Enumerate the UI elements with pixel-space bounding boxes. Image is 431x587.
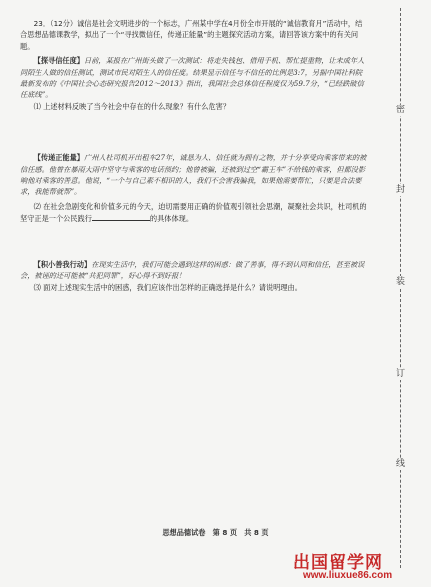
material-trust-survey <box>20 55 368 101</box>
fill-in-blank[interactable] <box>92 212 150 221</box>
material-small-kindness-tag: 【积小善我行动】 <box>33 259 92 269</box>
sub-question-3: ⑶ 面对上述现实生活中的困惑，我们应该作出怎样的正确选择是什么？请说明理由。 <box>33 282 302 292</box>
question-intro: 23．（12分）诚信是社会文明进步的一个标志，广州某中学在4月份全市开展的“诚信教育月”活动中，结合思想品德课教学，拟出了一个“寻找微信任，传递正能量”的主题探究活动方案，请回答该方案中的有关问题。 <box>20 19 363 51</box>
material-trust-survey-text: 日前，某报在广州街头做了一次测试：将走失钱包、借用手机、帮忙提重物，让未成年人同陌生人做的信任测试，测试市民对陌生人的信任度。结果显示信任与不信任的比例是3:7，另据中国社科院最新发布的《中国社会心态研究报告2012～2013》指出，我国社会总体信任程度仅为59.7分，“已经跌破信任底线”。 <box>20 56 365 100</box>
seal-line-margin <box>386 8 416 568</box>
material-positive-energy-tag: 【传递正能量】 <box>33 153 84 163</box>
seal-char-mi: 密 <box>392 104 409 116</box>
seal-char-feng: 封 <box>392 184 409 196</box>
material-positive-energy-text: 广州人杜司机开出租车27年，诚恳为人、信任就为拥有之物，并十分享受向乘客带来的被信任感。他曾在暴雨大雨中坚守与乘客的电话预约；他曾被骗，还被到过空“霸王车”不给钱的乘客，但都没影响他对乘客的善意。他说，“一个与自己素不相识的人，我们不会害我骗我，如果他需要帮忙，只要是合法要求，我能帮就帮”。 <box>20 153 367 197</box>
material-small-kindness <box>20 259 368 282</box>
sub-question-1: ⑴ 上述材料反映了当今社会中存在的什么现象？有什么危害？ <box>33 101 231 111</box>
watermark-logo <box>293 548 429 584</box>
question-23 <box>20 18 368 293</box>
sub-question-2-text: ⑵ 在社会急剧变化和价值多元的今天，迫切需要用正确的价值观引领社会思潮，凝聚社会共识，杜司机的坚守正是一个公民践行 <box>20 201 367 224</box>
sub-question-2 <box>20 201 368 225</box>
page-footer: 思想品德试卷 第 8 页 共 8 页 <box>162 528 269 537</box>
material-trust-survey-tag: 【探寻信任度】 <box>33 56 84 66</box>
sub-question-2-end: 的具体体现。 <box>149 214 194 224</box>
answer-space-1 <box>20 112 368 152</box>
watermark-text: 出国留学网 <box>293 553 383 573</box>
watermark-url: www.liuxue86.com <box>303 570 393 581</box>
answer-space-2 <box>20 225 368 259</box>
seal-char-ding: 订 <box>392 368 409 380</box>
seal-char-zhuang: 装 <box>392 276 409 288</box>
material-small-kindness-text: 在现实生活中，我们可能会遇到这样的困惑：做了善事，得不到认同和信任，甚至被误会，被诬的还可能被“共犯同罪”，好心得不到好报！ <box>20 259 365 281</box>
seal-char-xian: 线 <box>392 458 409 470</box>
dashed-seal-line <box>400 8 401 568</box>
material-positive-energy <box>20 152 368 198</box>
